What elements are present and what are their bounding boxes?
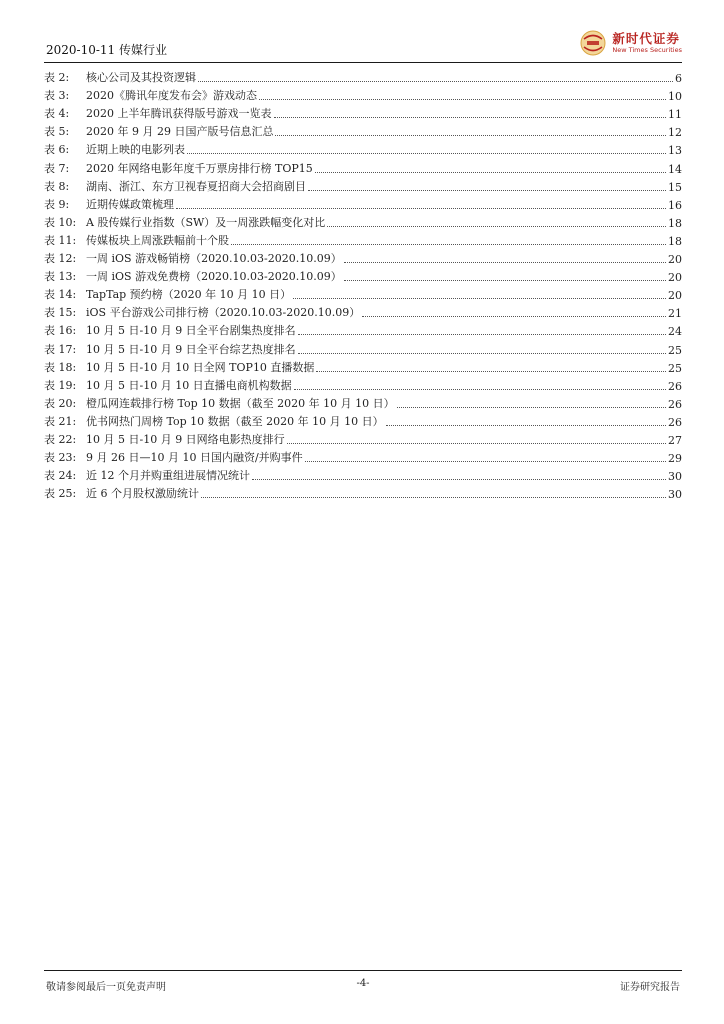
toc-entry-page: 25 xyxy=(668,343,682,357)
toc-entry-page: 26 xyxy=(668,415,682,429)
toc-entry-page: 30 xyxy=(668,488,682,502)
toc-entry[interactable] xyxy=(44,375,682,393)
toc-entry[interactable] xyxy=(44,338,682,356)
toc-entry-title: 近期传媒政策梳理 xyxy=(86,197,174,211)
toc-entry[interactable] xyxy=(44,157,682,175)
toc-entry-title: 橙瓜网连载排行榜 Top 10 数据（截至 2020 年 10 月 10 日） xyxy=(86,396,395,410)
toc-entry-page: 27 xyxy=(668,433,682,447)
toc-entry-page: 14 xyxy=(668,162,682,176)
logo-name-cn: 新时代证券 xyxy=(612,30,680,46)
toc-entry-page: 13 xyxy=(668,144,682,158)
toc-entry-label: 表 5: xyxy=(44,125,70,139)
toc-dot-leader xyxy=(294,389,666,390)
toc-entry[interactable] xyxy=(44,411,682,429)
toc-entry-title: 近期上映的电影列表 xyxy=(86,143,185,157)
toc-entry-page: 20 xyxy=(668,271,682,285)
toc-entry-title: 近 12 个月并购重组进展情况统计 xyxy=(86,469,250,483)
toc-entry-title: 10 月 5 日-10 月 9 日全平台剧集热度排名 xyxy=(86,324,296,338)
toc-entry[interactable] xyxy=(44,447,682,465)
toc-entry[interactable] xyxy=(44,176,682,194)
toc-entry[interactable] xyxy=(44,393,682,411)
toc-entry-label: 表 3: xyxy=(44,89,70,103)
toc-entry-title: 一周 iOS 游戏免费榜（2020.10.03-2020.10.09） xyxy=(86,270,342,284)
toc-entry-title: iOS 平台游戏公司排行榜（2020.10.03-2020.10.09） xyxy=(86,306,361,320)
toc-entry-title: A 股传媒行业指数（SW）及一周涨跌幅变化对比 xyxy=(86,215,326,229)
toc-dot-leader xyxy=(327,226,666,227)
toc-dot-leader xyxy=(231,244,666,245)
toc-entry-title: 传媒板块上周涨跌幅前十个股 xyxy=(86,233,229,247)
toc-entry-page: 10 xyxy=(668,90,682,104)
toc-entry-page: 12 xyxy=(668,126,682,140)
toc-entry-page: 20 xyxy=(668,289,682,303)
toc-entry-title: 2020 年网络电影年度千万票房排行榜 TOP15 xyxy=(86,161,313,175)
toc-entry-page: 21 xyxy=(668,307,682,321)
toc-entry[interactable] xyxy=(44,357,682,375)
page-header xyxy=(44,28,682,63)
footer-doc-type: 证券研究报告 xyxy=(620,982,680,993)
toc-dot-leader xyxy=(298,353,666,354)
toc-entry[interactable] xyxy=(44,483,682,501)
toc-entry-label: 表 6: xyxy=(44,143,70,157)
toc-entry-label: 表 2: xyxy=(44,71,70,85)
toc-entry[interactable] xyxy=(44,139,682,157)
toc-dot-leader xyxy=(275,135,666,136)
toc-dot-leader xyxy=(187,153,666,154)
toc-entry-page: 30 xyxy=(668,470,682,484)
toc-entry-title: 10 月 5 日-10 月 10 日全网 TOP10 直播数据 xyxy=(86,360,315,374)
toc-dot-leader xyxy=(287,443,666,444)
toc-dot-leader xyxy=(362,316,666,317)
toc-entry-title: 核心公司及其投资逻辑 xyxy=(86,71,196,85)
toc-entry-label: 表 11: xyxy=(44,233,77,247)
toc-entry-label: 表 20: xyxy=(44,396,77,410)
toc-entry[interactable] xyxy=(44,284,682,302)
toc-dot-leader xyxy=(259,99,666,100)
toc-entry-page: 16 xyxy=(668,198,682,212)
toc-entry-title: 2020 年 9 月 29 日国产版号信息汇总 xyxy=(86,125,274,139)
toc-entry-page: 18 xyxy=(668,234,682,248)
toc-entry-title: 10 月 5 日-10 月 10 日直播电商机构数据 xyxy=(86,378,292,392)
toc-entry-label: 表 7: xyxy=(44,161,70,175)
toc-entry-page: 11 xyxy=(668,108,682,122)
toc-dot-leader xyxy=(316,371,666,372)
toc-dot-leader xyxy=(201,497,666,498)
footer-page-number: -4- xyxy=(356,978,370,989)
logo-mark-icon xyxy=(578,30,608,56)
toc-entry-title: 近 6 个月股权激励统计 xyxy=(86,487,199,501)
toc-entry[interactable] xyxy=(44,194,682,212)
toc-entry-page: 26 xyxy=(668,397,682,411)
toc-entry-label: 表 12: xyxy=(44,252,77,266)
toc-dot-leader xyxy=(397,407,666,408)
toc-entry-label: 表 25: xyxy=(44,487,77,501)
toc-entry[interactable] xyxy=(44,121,682,139)
toc-entry-title: 9 月 26 日—10 月 10 日国内融资/并购事件 xyxy=(86,451,303,465)
toc-entry-label: 表 10: xyxy=(44,215,77,229)
page-footer xyxy=(44,970,682,991)
toc-entry[interactable] xyxy=(44,248,682,266)
toc-entry-title: 10 月 5 日-10 月 9 日全平台综艺热度排名 xyxy=(86,342,296,356)
toc-entry-title: 2020《腾讯年度发布会》游戏动态 xyxy=(86,89,257,103)
footer-disclaimer: 敬请参阅最后一页免责声明 xyxy=(46,982,166,993)
toc-entry-label: 表 9: xyxy=(44,197,70,211)
toc-dot-leader xyxy=(386,425,666,426)
toc-dot-leader xyxy=(344,262,666,263)
toc-dot-leader xyxy=(305,461,666,462)
table-of-figures xyxy=(44,67,682,501)
toc-dot-leader xyxy=(198,81,673,82)
logo-name-en: New Times Securities xyxy=(612,46,682,54)
toc-dot-leader xyxy=(315,172,666,173)
toc-entry-page: 26 xyxy=(668,379,682,393)
toc-entry-page: 25 xyxy=(668,361,682,375)
toc-entry[interactable] xyxy=(44,266,682,284)
toc-dot-leader xyxy=(293,298,666,299)
toc-entry[interactable] xyxy=(44,302,682,320)
toc-entry-page: 6 xyxy=(675,72,682,86)
company-logo xyxy=(578,28,682,58)
toc-entry[interactable] xyxy=(44,429,682,447)
toc-entry-title: 一周 iOS 游戏畅销榜（2020.10.03-2020.10.09） xyxy=(86,252,342,266)
toc-dot-leader xyxy=(308,190,666,191)
toc-entry-title: 优书网热门周榜 Top 10 数据（截至 2020 年 10 月 10 日） xyxy=(86,414,384,428)
header-date-section: 2020-10-11 传媒行业 xyxy=(46,43,168,57)
toc-entry-label: 表 16: xyxy=(44,324,77,338)
toc-entry[interactable] xyxy=(44,320,682,338)
toc-dot-leader xyxy=(298,334,666,335)
toc-entry-title: TapTap 预约榜（2020 年 10 月 10 日） xyxy=(86,288,292,302)
toc-entry-label: 表 15: xyxy=(44,306,77,320)
toc-dot-leader xyxy=(344,280,666,281)
toc-entry-page: 15 xyxy=(668,180,682,194)
toc-entry[interactable] xyxy=(44,230,682,248)
toc-entry-label: 表 19: xyxy=(44,378,77,392)
toc-entry-label: 表 8: xyxy=(44,179,70,193)
toc-entry-label: 表 18: xyxy=(44,360,77,374)
toc-entry[interactable] xyxy=(44,67,682,85)
toc-entry[interactable] xyxy=(44,85,682,103)
toc-entry-page: 24 xyxy=(668,325,682,339)
toc-dot-leader xyxy=(252,479,666,480)
toc-entry-page: 18 xyxy=(668,216,682,230)
toc-entry-label: 表 21: xyxy=(44,414,77,428)
toc-entry-label: 表 17: xyxy=(44,342,77,356)
toc-entry[interactable] xyxy=(44,103,682,121)
toc-dot-leader xyxy=(274,117,667,118)
toc-entry-title: 湖南、浙江、东方卫视春夏招商大会招商剧目 xyxy=(86,179,306,193)
toc-entry-page: 29 xyxy=(668,452,682,466)
toc-entry-title: 2020 上半年腾讯获得版号游戏一览表 xyxy=(86,107,272,121)
toc-entry-label: 表 4: xyxy=(44,107,70,121)
toc-dot-leader xyxy=(176,208,666,209)
toc-entry-label: 表 14: xyxy=(44,288,77,302)
toc-entry-label: 表 23: xyxy=(44,451,77,465)
toc-entry-label: 表 24: xyxy=(44,469,77,483)
toc-entry[interactable] xyxy=(44,465,682,483)
toc-entry-label: 表 13: xyxy=(44,270,77,284)
toc-entry-title: 10 月 5 日-10 月 9 日网络电影热度排行 xyxy=(86,432,285,446)
toc-entry[interactable] xyxy=(44,212,682,230)
toc-entry-label: 表 22: xyxy=(44,432,77,446)
toc-entry-page: 20 xyxy=(668,253,682,267)
